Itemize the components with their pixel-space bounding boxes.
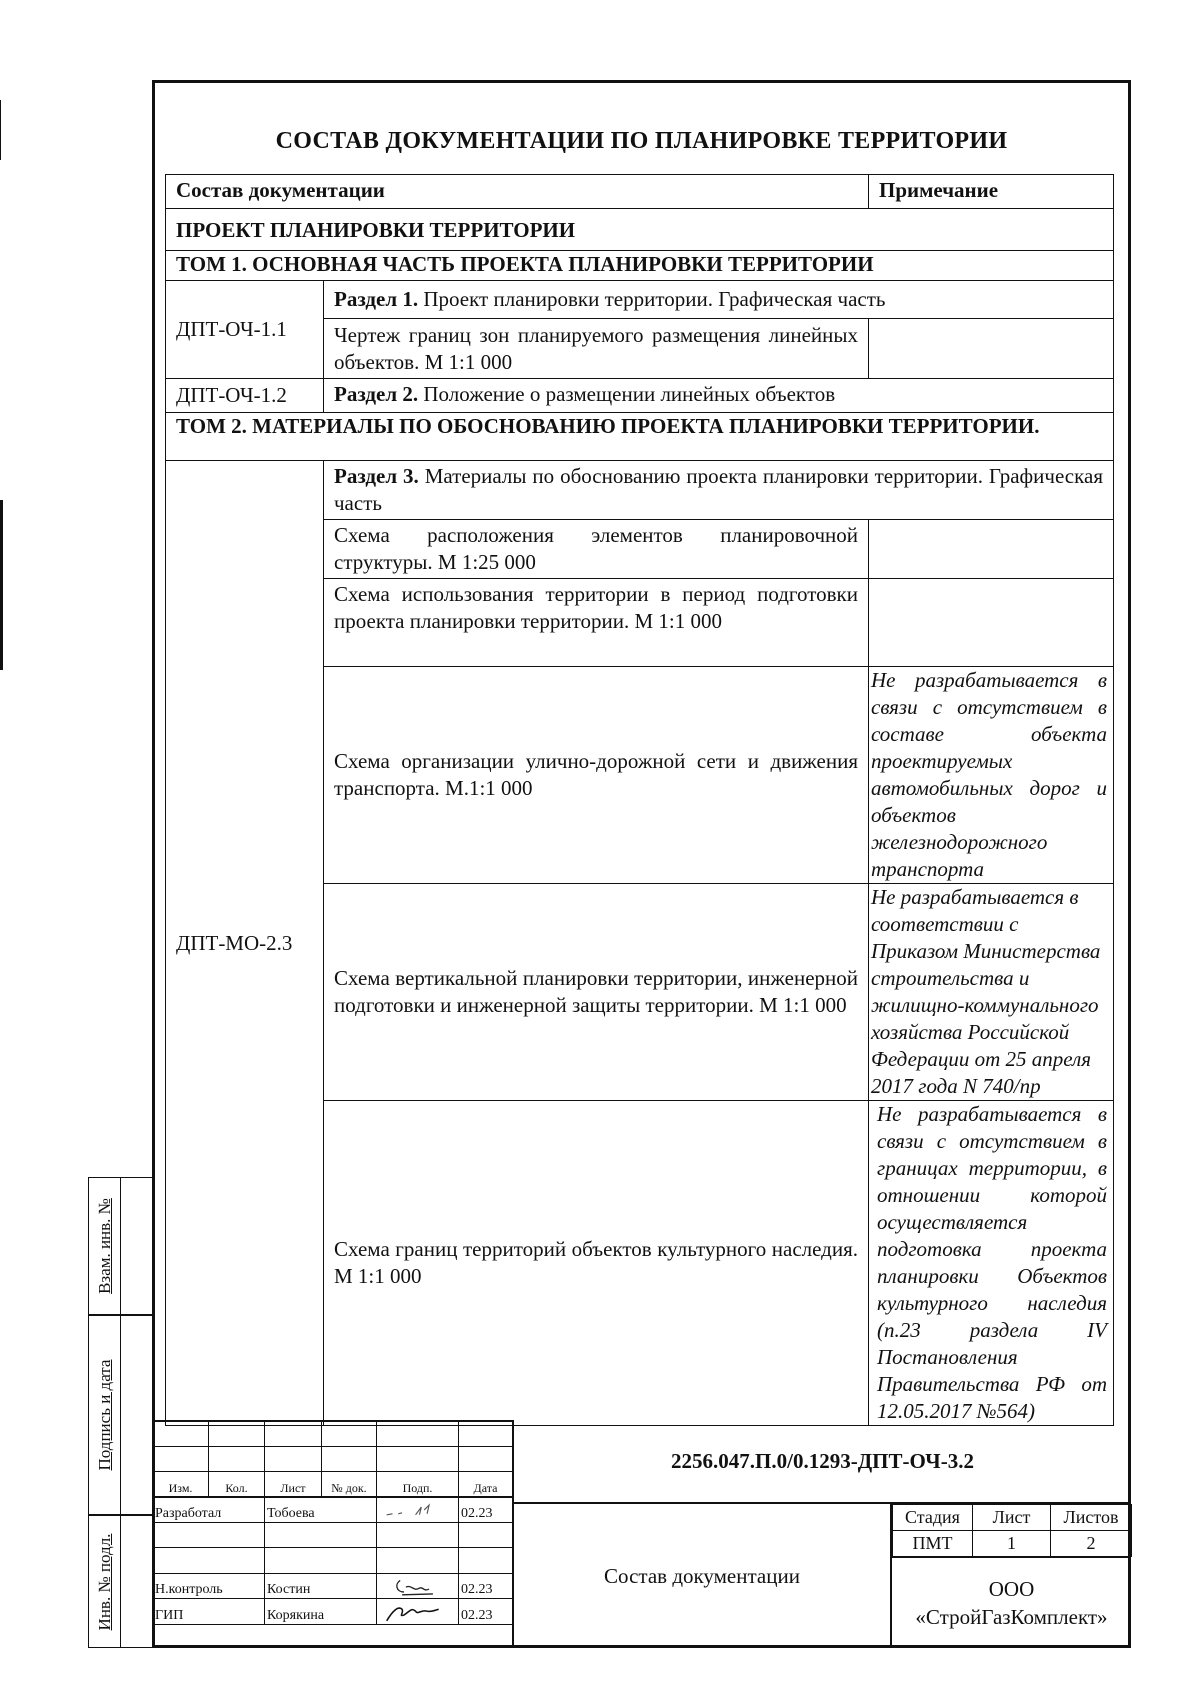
item-2-3-1: Схема расположения элементов планировочной структуры. М 1:25 000 — [324, 520, 869, 579]
stamp-col-podp: Подп. — [377, 1472, 459, 1497]
header-composition: Состав документации — [166, 175, 869, 209]
section-3-row — [324, 461, 1114, 520]
code-1-2: ДПТ-ОЧ-1.2 — [166, 379, 324, 413]
project-title-row: ПРОЕКТ ПЛАНИРОВКИ ТЕРРИТОРИИ — [166, 209, 1114, 251]
sheets-value: 2 — [1051, 1531, 1132, 1557]
stamp-row — [153, 1497, 513, 1522]
item-1-1: Чертеж границ зон планируемого размещения линейных объектов. М 1:1 000 — [324, 319, 869, 379]
document-code: 2256.047.П.0/0.1293-ДПТ-ОЧ-3.2 — [512, 1420, 1131, 1504]
stamp-date: 02.23 — [459, 1573, 513, 1598]
stamp-header-row — [153, 1472, 513, 1497]
item-2-3-5-note: Не разрабатывается в связи с отсутствием в границах территории, в отношении которой осуществляется подготовка проекта планировки Объектов культурного наследия (п.23 раздела IV Постановления Правительства РФ от 12.05.2017 №564) — [869, 1101, 1114, 1426]
stamp-col-izm: Изм. — [153, 1472, 209, 1497]
item-2-3-5: Схема границ территорий объектов культурного наследия. М 1:1 000 — [324, 1101, 869, 1426]
section-2-label: Раздел 2. — [334, 382, 419, 406]
stamp-person: Костин — [265, 1573, 377, 1598]
scan-edge-mark — [0, 100, 1, 160]
stamp-date: 02.23 — [459, 1599, 513, 1624]
item-2-3-4-note: Не разрабатывается в соответствии с Приказом Министерства строительства и жилищно-коммунального хозяйства Российской Федерации от 25 апреля 2017 года N 740/пр — [869, 884, 1114, 1101]
code-1-1: ДПТ-ОЧ-1.1 — [166, 281, 324, 379]
stamp-person — [265, 1548, 377, 1573]
binding-inv-label: Инв. № подл. — [94, 1533, 114, 1630]
section-3-label: Раздел 3. — [334, 464, 419, 488]
item-1-1-note — [869, 319, 1114, 379]
signature-3 — [377, 1599, 459, 1624]
stamp-row — [153, 1599, 513, 1624]
binding-inv-box — [88, 1515, 153, 1648]
stamp-date: 02.23 — [459, 1497, 513, 1522]
stage-header: Стадия — [893, 1505, 973, 1531]
scan-edge-mark — [0, 500, 3, 670]
stamp-col-list: Лист — [265, 1472, 322, 1497]
organization — [892, 1557, 1131, 1648]
organization-name: «СтройГазКомплект» — [915, 1605, 1108, 1629]
section-2-text: Положение о размещении линейных объектов — [418, 382, 836, 406]
sheet-header: Лист — [973, 1505, 1051, 1531]
stamp-date — [459, 1523, 513, 1548]
section-1-row — [324, 281, 1114, 319]
stamp-person: Корякина — [265, 1599, 377, 1624]
item-2-3-4: Схема вертикальной планировки территории, инженерной подготовки и инженерной защиты территории. М 1:1 000 — [324, 884, 869, 1101]
stamp-role — [153, 1548, 265, 1573]
binding-podpis-box — [88, 1315, 153, 1515]
table-row — [166, 379, 1114, 413]
stamp-row — [153, 1523, 513, 1548]
stamp-col-doc: № док. — [322, 1472, 377, 1497]
document-name: Состав документации — [512, 1504, 892, 1648]
stamp-row — [153, 1573, 513, 1598]
stamp-table — [152, 1420, 513, 1625]
item-2-3-2: Схема использования территории в период подготовки проекта планировки территории. М 1:1 000 — [324, 579, 869, 667]
sheet-value: 1 — [973, 1531, 1051, 1557]
stamp-person: Тобоева — [265, 1497, 377, 1522]
document-title: СОСТАВ ДОКУМЕНТАЦИИ ПО ПЛАНИРОВКЕ ТЕРРИТОРИИ — [275, 128, 1008, 154]
section-3-text: Материалы по обоснованию проекта планировки территории. Графическая часть — [334, 464, 1103, 515]
signature-2 — [377, 1573, 459, 1598]
stamp-role: ГИП — [153, 1599, 265, 1624]
stamp-col-kol: Кол. — [209, 1472, 265, 1497]
title-block — [152, 1420, 1131, 1648]
item-2-3-1-note — [869, 520, 1114, 579]
stamp-person — [265, 1523, 377, 1548]
stamp-role: Разработал — [153, 1497, 265, 1522]
item-2-3-3-note: Не разрабатывается в связи с отсутствием в составе объекта проектируемых автомобильных дорог и объектов железнодорожного транспорта — [869, 667, 1114, 884]
section-1-label: Раздел 1. — [334, 287, 419, 311]
stamp-role — [153, 1523, 265, 1548]
item-2-3-3: Схема организации улично-дорожной сети и движения транспорта. М.1:1 000 — [324, 667, 869, 884]
section-2-row — [324, 379, 1114, 413]
item-2-3-2-note — [869, 579, 1114, 667]
organization-type: ООО — [988, 1577, 1035, 1601]
stage-table — [892, 1504, 1132, 1557]
table-header-row — [166, 175, 1114, 209]
tom2-row: ТОМ 2. МАТЕРИАЛЫ ПО ОБОСНОВАНИЮ ПРОЕКТА ПЛАНИРОВКИ ТЕРРИТОРИИ. — [166, 413, 1114, 461]
sheets-header: Листов — [1051, 1505, 1132, 1531]
section-1-text: Проект планировки территории. Графическая часть — [418, 287, 886, 311]
binding-vzam-label: Взам. инв. № — [94, 1198, 114, 1294]
binding-podpis-label: Подпись и дата — [94, 1359, 114, 1471]
stage-value: ПМТ — [893, 1531, 973, 1557]
stamp-row — [153, 1548, 513, 1573]
signature-1 — [377, 1497, 459, 1522]
tom1-row: ТОМ 1. ОСНОВНАЯ ЧАСТЬ ПРОЕКТА ПЛАНИРОВКИ ТЕРРИТОРИИ — [166, 251, 1114, 281]
stamp-col-date: Дата — [459, 1472, 513, 1497]
header-note: Примечание — [869, 175, 1114, 209]
binding-vzam-box — [88, 1177, 153, 1315]
documentation-table — [165, 174, 1114, 1426]
code-2-3: ДПТ-МО-2.3 — [166, 461, 324, 1426]
stamp-date — [459, 1548, 513, 1573]
stamp-role: Н.контроль — [153, 1573, 265, 1598]
